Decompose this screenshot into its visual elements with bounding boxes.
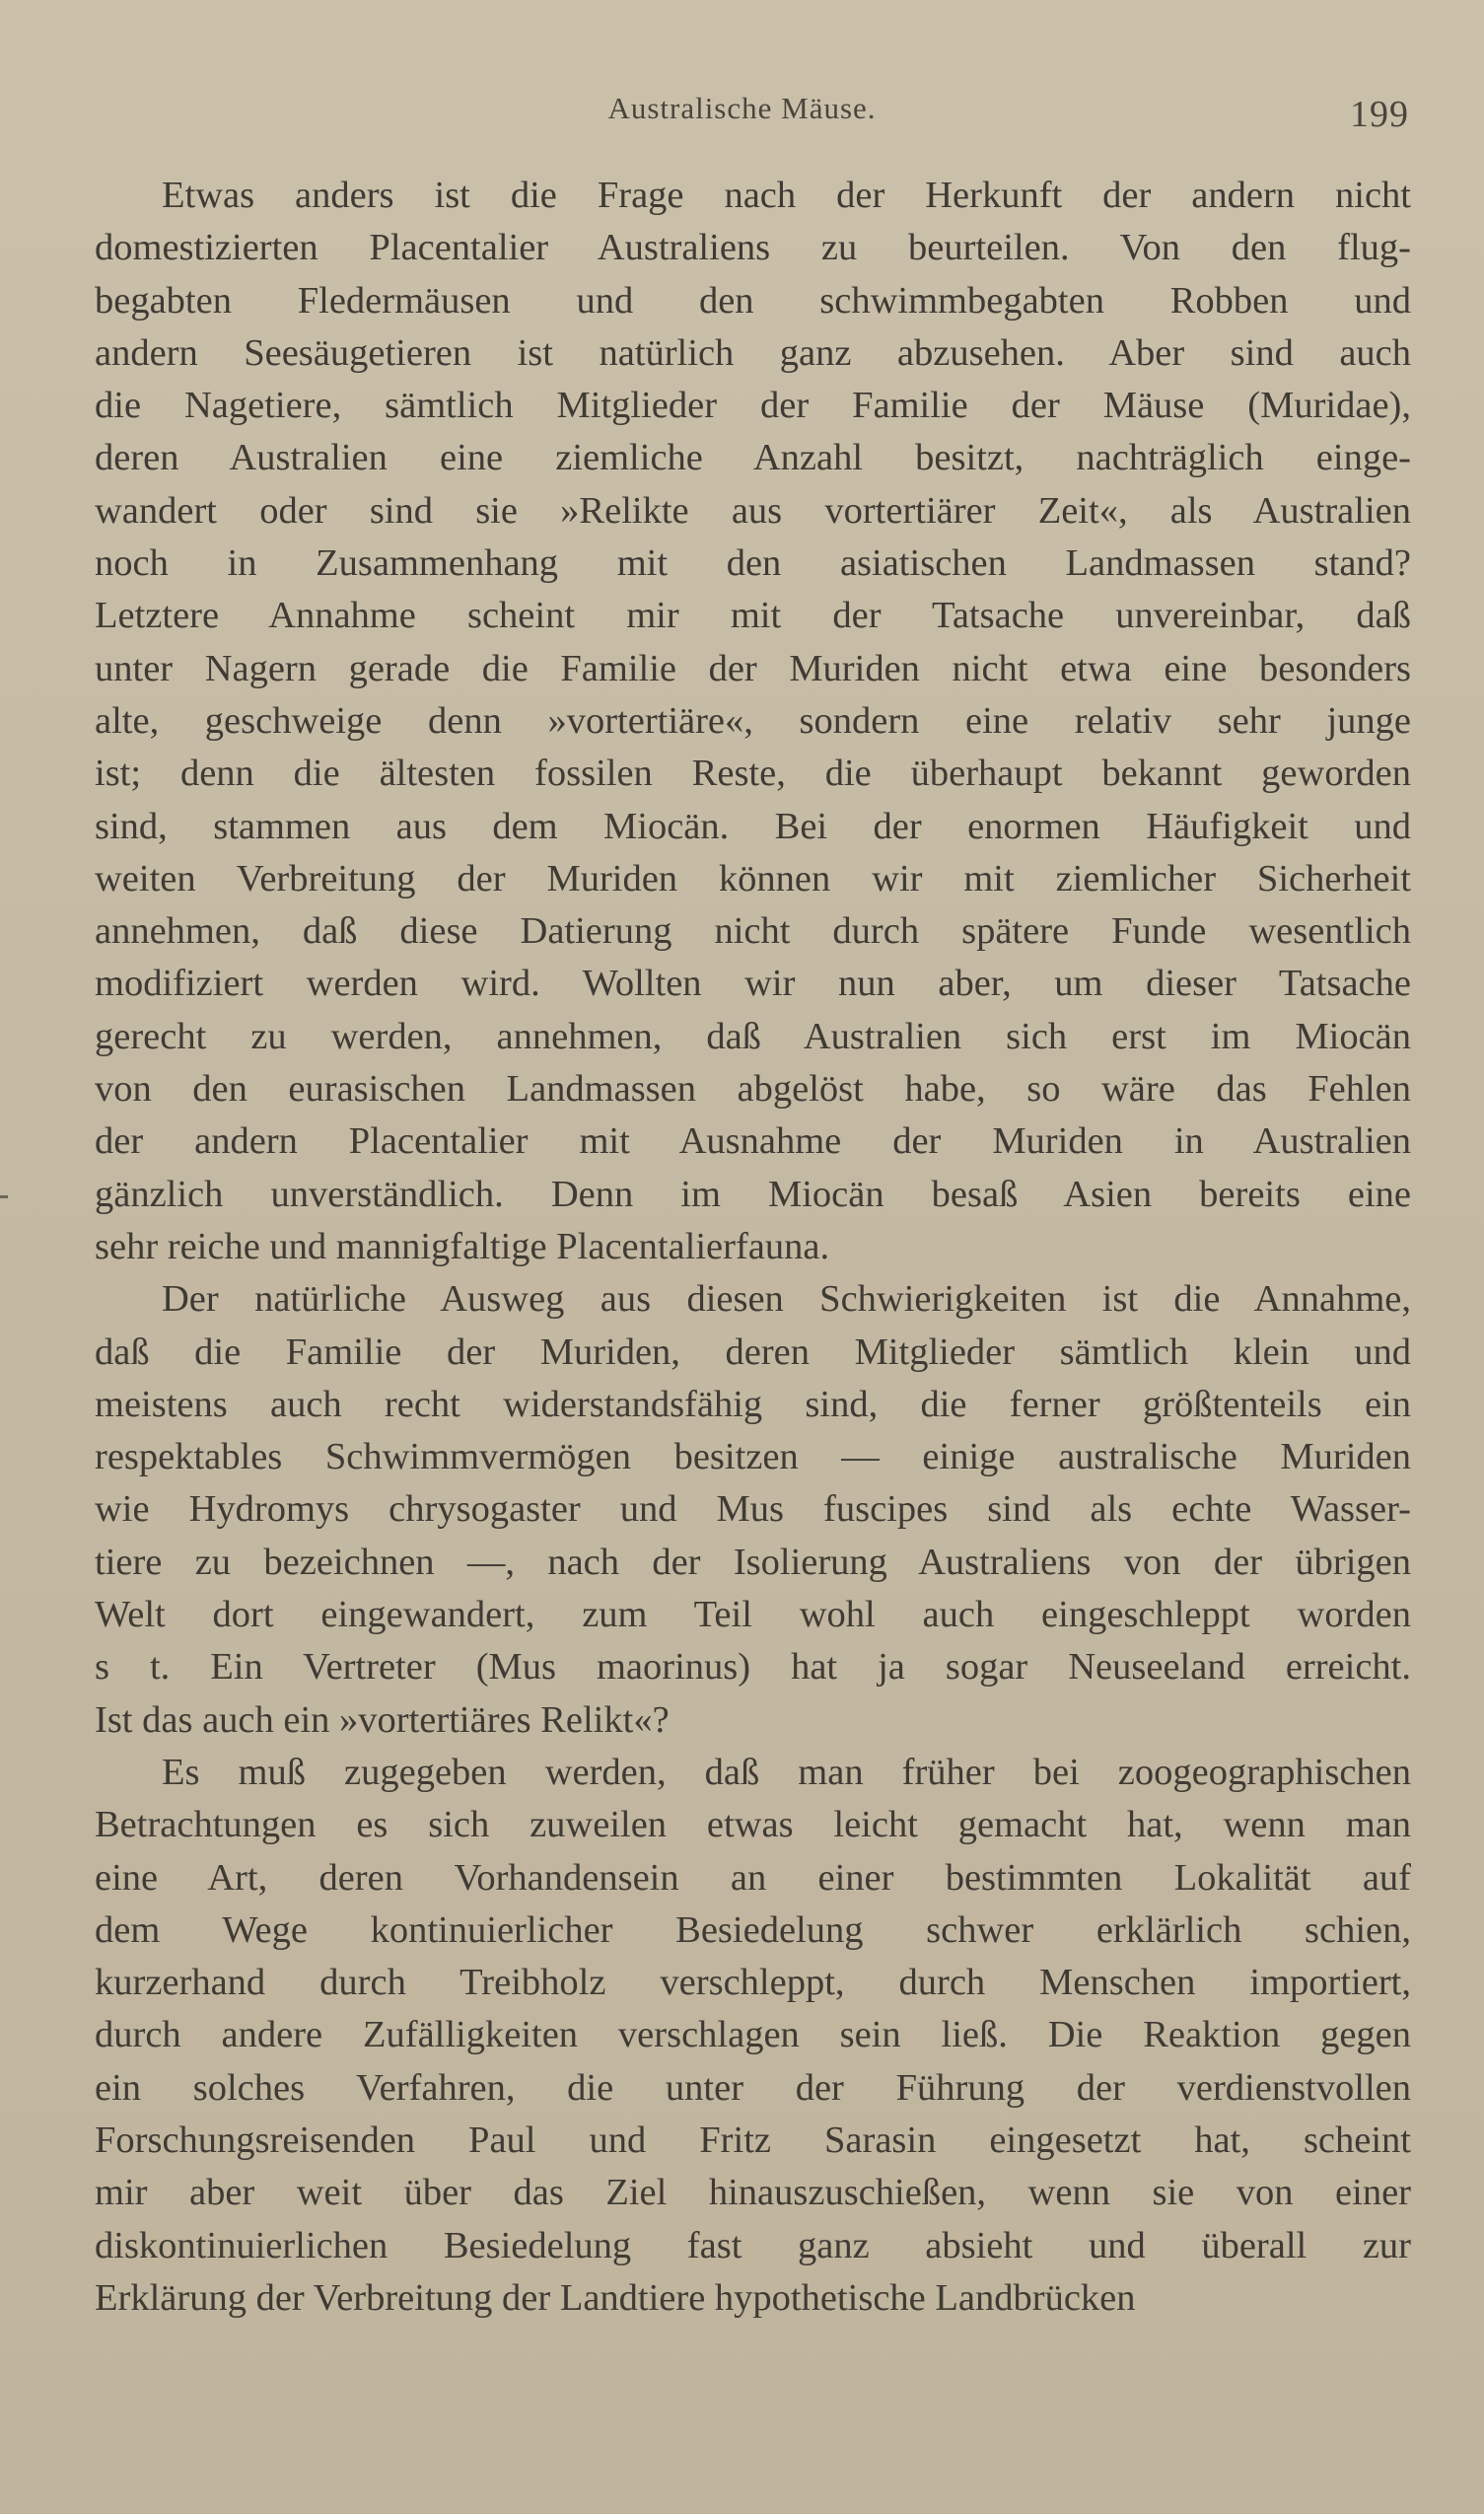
paragraph bbox=[95, 1747, 1411, 2325]
text-line: Welt dort eingewandert, zum Teil wohl auch eingeschleppt worden bbox=[95, 1594, 1411, 1636]
text-line: respektables Schwimmvermögen besitzen — einige australische Muriden bbox=[95, 1436, 1411, 1478]
text-line: von den eurasischen Landmassen abgelöst habe, so wäre das Fehlen bbox=[95, 1068, 1411, 1111]
text-line: meistens auch recht widerstandsfähig sind, die ferner größtenteils ein bbox=[95, 1383, 1411, 1425]
text-line: diskontinuierlichen Besiedelung fast ganz absieht und überall zur bbox=[95, 2224, 1411, 2266]
text-line: gänzlich unverständlich. Denn im Miocän besaß Asien bereits eine bbox=[95, 1173, 1411, 1215]
text-line: annehmen, daß diese Datierung nicht durch spätere Funde wesentlich bbox=[95, 910, 1411, 953]
text-line: weiten Verbreitung der Muriden können wir mit ziemlicher Sicherheit bbox=[95, 857, 1411, 899]
text-line: mir aber weit über das Ziel hinauszuschießen, wenn sie von einer bbox=[95, 2172, 1411, 2214]
text-line: Der natürliche Ausweg aus diesen Schwierigkeiten ist die Annahme, bbox=[162, 1278, 1411, 1321]
text-line: die Nagetiere, sämtlich Mitglieder der Familie der Mäuse (Muridae), bbox=[95, 385, 1411, 427]
text-line: deren Australien eine ziemliche Anzahl besitzt, nachträglich einge- bbox=[95, 437, 1411, 479]
running-head bbox=[0, 91, 1484, 135]
text-line: Erklärung der Verbreitung der Landtiere hypothetische Landbrücken bbox=[95, 2276, 1136, 2319]
text-line: daß die Familie der Muriden, deren Mitglieder sämtlich klein und bbox=[95, 1330, 1411, 1373]
text-line: domestizierten Placentalier Australiens zu beurteilen. Von den flug- bbox=[95, 227, 1411, 269]
paragraph bbox=[95, 1273, 1411, 1747]
text-line: modifiziert werden wird. Wollten wir nun aber, um dieser Tatsache bbox=[95, 963, 1411, 1005]
text-line: s t. Ein Vertreter (Mus maorinus) hat ja sogar Neuseeland erreicht. bbox=[95, 1646, 1411, 1688]
text-line: Forschungsreisenden Paul und Fritz Sarasin eingesetzt hat, scheint bbox=[95, 2119, 1411, 2161]
paragraph bbox=[95, 170, 1411, 1273]
text-line: alte, geschweige denn »vortertiäre«, sondern eine relativ sehr junge bbox=[95, 699, 1411, 742]
text-line: der andern Placentalier mit Ausnahme der Muriden in Australien bbox=[95, 1120, 1411, 1163]
text-line: unter Nagern gerade die Familie der Muriden nicht etwa eine besonders bbox=[95, 647, 1411, 689]
text-line: wie Hydromys chrysogaster und Mus fuscipes sind als echte Wasser- bbox=[95, 1488, 1411, 1531]
text-line: andern Seesäugetieren ist natürlich ganz abzusehen. Aber sind auch bbox=[95, 331, 1411, 374]
text-line: Etwas anders ist die Frage nach der Herkunft der andern nicht bbox=[162, 175, 1411, 216]
text-line: sehr reiche und mannigfaltige Placentalierfauna. bbox=[95, 1225, 830, 1267]
text-line: Letztere Annahme scheint mir mit der Tatsache unvereinbar, daß bbox=[95, 595, 1411, 637]
text-line: durch andere Zufälligkeiten verschlagen sein ließ. Die Reaktion gegen bbox=[95, 2014, 1411, 2056]
body-text bbox=[95, 170, 1411, 2325]
text-line: eine Art, deren Vorhandensein an einer bestimmten Lokalität auf bbox=[95, 1856, 1411, 1899]
text-line: ein solches Verfahren, die unter der Führung der verdienstvollen bbox=[95, 2066, 1411, 2109]
text-line: tiere zu bezeichnen —, nach der Isolierung Australiens von der übrigen bbox=[95, 1541, 1411, 1583]
text-line: dem Wege kontinuierlicher Besiedelung schwer erklärlich schien, bbox=[95, 1908, 1411, 1951]
page-number: 199 bbox=[1350, 94, 1409, 135]
text-line: Es muß zugegeben werden, daß man früher bei zoogeographischen bbox=[162, 1751, 1411, 1793]
text-line: gerecht zu werden, annehmen, daß Australien sich erst im Miocän bbox=[95, 1015, 1411, 1057]
text-line: Betrachtungen es sich zuweilen etwas leicht gemacht hat, wenn man bbox=[95, 1804, 1411, 1846]
margin-mark bbox=[0, 1195, 8, 1198]
text-line: sind, stammen aus dem Miocän. Bei der enormen Häufigkeit und bbox=[95, 805, 1411, 847]
text-line: Ist das auch ein »vortertiäres Relikt«? bbox=[95, 1698, 670, 1741]
text-line: kurzerhand durch Treibholz verschleppt, durch Menschen importiert, bbox=[95, 1962, 1411, 2004]
running-head-title: Australische Mäuse. bbox=[607, 91, 877, 125]
text-line: noch in Zusammenhang mit den asiatischen Landmassen stand? bbox=[95, 542, 1411, 585]
text-line: wandert oder sind sie »Relikte aus vortertiärer Zeit«, als Australien bbox=[95, 489, 1411, 532]
text-line: ist; denn die ältesten fossilen Reste, die überhaupt bekannt geworden bbox=[95, 753, 1411, 795]
text-line: begabten Fledermäusen und den schwimmbegabten Robben und bbox=[95, 279, 1411, 322]
